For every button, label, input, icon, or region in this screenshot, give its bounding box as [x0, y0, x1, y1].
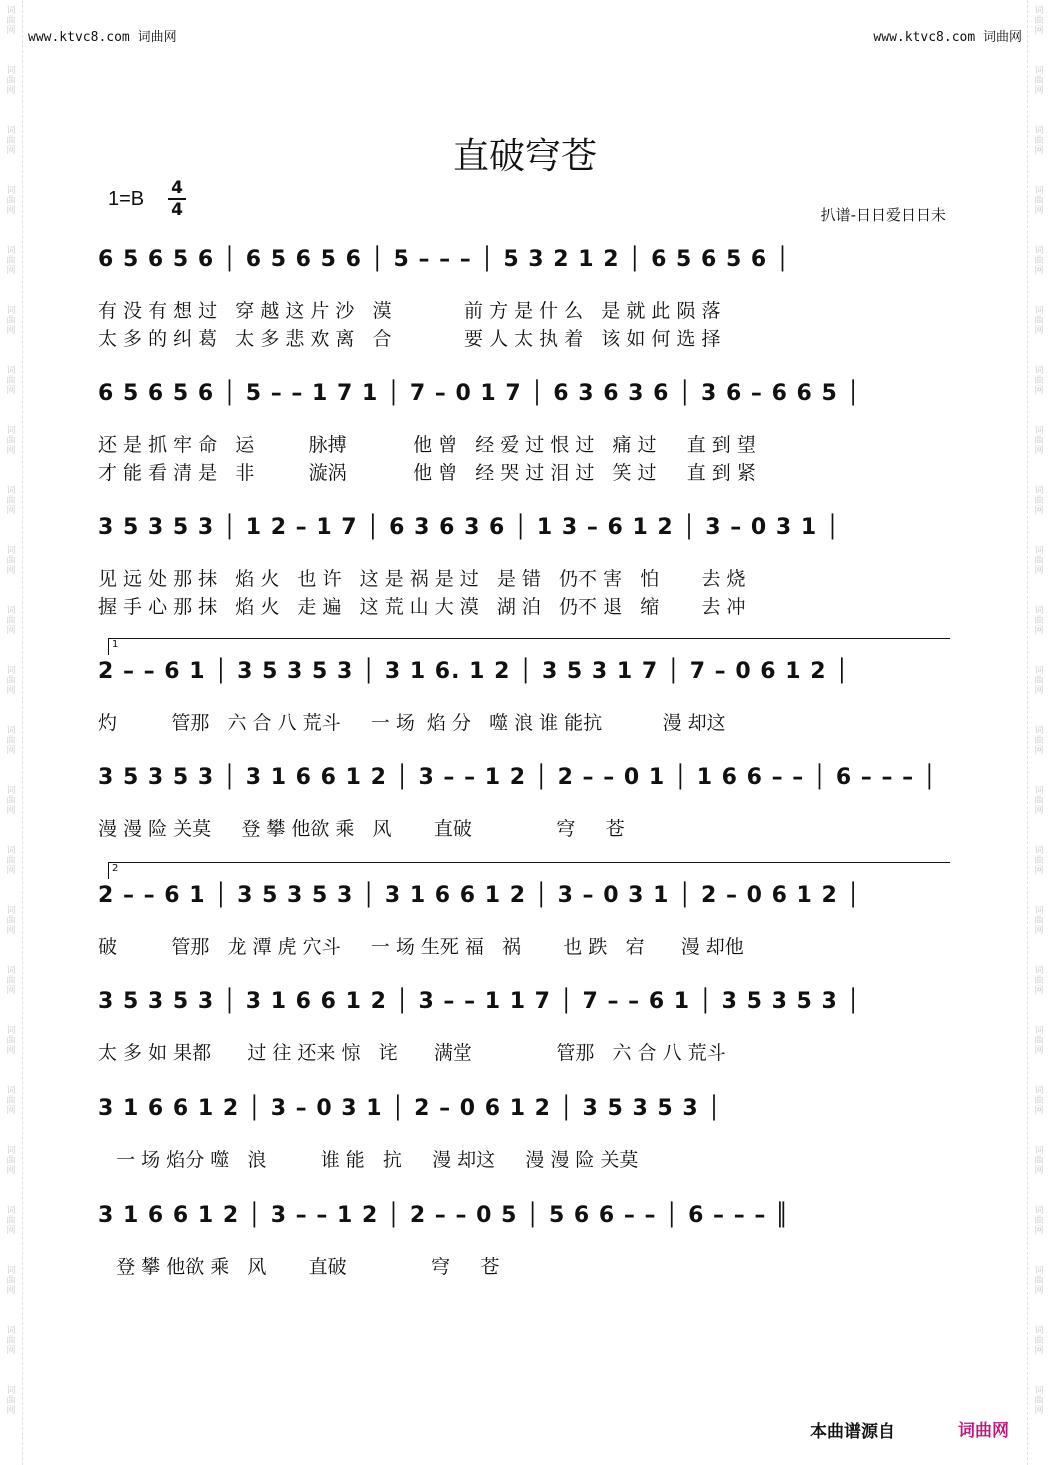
jianpu-notes: 3 5 3 5 3 │ 3 1 6 6 1 2 │ 3 – – 1 1 7 │ 7 – – 6 1 │ 3 5 3 5 3 │ — [98, 989, 861, 1014]
jianpu-notes: 3 5 3 5 3 │ 3 1 6 6 1 2 │ 3 – – 1 2 │ 2 – – 0 1 │ 1 6 6 – – │ 6 – – – │ — [98, 765, 938, 790]
score-system — [98, 986, 950, 1066]
watermark-char: 网 — [6, 806, 16, 816]
footer-source-label: 本曲谱源自 — [810, 1422, 895, 1442]
watermark-char: 词 — [6, 66, 16, 76]
score-system — [98, 378, 950, 486]
watermark-char: 曲 — [1034, 1276, 1044, 1286]
notation-line — [98, 986, 950, 1038]
score-system — [98, 1200, 950, 1280]
watermark-char: 曲 — [6, 1336, 16, 1346]
watermark-char: 词 — [1034, 486, 1044, 496]
watermark-char: 曲 — [6, 1156, 16, 1166]
watermark-char: 曲 — [1034, 976, 1044, 986]
watermark-char: 网 — [1034, 26, 1044, 36]
jianpu-notes: 6 5 6 5 6 │ 5 – – 1 7 1 │ 7 – 0 1 7 │ 6 3 6 3 6 │ 3 6 – 6 6 5 │ — [98, 381, 861, 406]
time-signature-bottom: 4 — [171, 200, 183, 220]
watermark-block — [2, 1020, 20, 1080]
watermark-block — [1030, 1020, 1048, 1080]
watermark-char: 词 — [1034, 306, 1044, 316]
watermark-char: 网 — [1034, 506, 1044, 516]
lyric-line — [98, 1038, 950, 1066]
notation-line — [98, 1093, 950, 1145]
watermark-block — [2, 1080, 20, 1140]
watermark-char: 曲 — [1034, 1216, 1044, 1226]
lyric-text: 还 是 抓 牢 命 运 脉搏 他 曾 经 爱 过 恨 过 痛 过 直 到 望 — [98, 434, 756, 456]
lyric-text: 灼 管那 六 合 八 荒斗 一 场 焰 分 噬 浪 谁 能抗 漫 却这 — [98, 712, 726, 734]
watermark-char: 词 — [1034, 786, 1044, 796]
watermark-block — [1030, 540, 1048, 600]
watermark-char: 曲 — [6, 916, 16, 926]
watermark-char: 词 — [1034, 1266, 1044, 1276]
lyric-line — [98, 932, 950, 960]
watermark-char: 网 — [1034, 626, 1044, 636]
notation-line — [98, 1200, 950, 1252]
jianpu-notes: 3 5 3 5 3 │ 1 2 – 1 7 │ 6 3 6 3 6 │ 1 3 – 6 1 2 │ 3 – 0 3 1 │ — [98, 515, 841, 540]
watermark-char: 曲 — [6, 1036, 16, 1046]
time-signature-top: 4 — [171, 178, 183, 198]
watermark-block — [2, 420, 20, 480]
watermark-char: 曲 — [6, 76, 16, 86]
watermark-char: 曲 — [1034, 316, 1044, 326]
lyric-line — [98, 296, 950, 324]
score-system — [98, 639, 950, 736]
watermark-char: 词 — [6, 546, 16, 556]
watermark-char: 曲 — [6, 1276, 16, 1286]
watermark-char: 词 — [6, 366, 16, 376]
watermark-char: 网 — [1034, 1166, 1044, 1176]
watermark-char: 网 — [6, 86, 16, 96]
watermark-char: 网 — [1034, 1046, 1044, 1056]
footer-source-name[interactable]: 词曲网 — [958, 1421, 1009, 1441]
watermark-char: 网 — [1034, 326, 1044, 336]
time-signature — [166, 178, 188, 220]
jianpu-notes: 2 – – 6 1 │ 3 5 3 5 3 │ 3 1 6. 1 2 │ 3 5 3 1 7 │ 7 – 0 6 1 2 │ — [98, 659, 850, 684]
score-system — [98, 762, 950, 842]
lyric-line — [98, 1252, 950, 1280]
watermark-char: 曲 — [1034, 676, 1044, 686]
watermark-char: 曲 — [6, 196, 16, 206]
watermark-block — [2, 960, 20, 1020]
lyric-line — [98, 814, 950, 842]
key-signature: 1=B — [108, 188, 145, 210]
watermark-char: 词 — [1034, 606, 1044, 616]
margin-guide-right — [1027, 0, 1028, 1465]
lyric-text: 见 远 处 那 抹 焰 火 也 许 这 是 祸 是 过 是 错 仍不 害 怕 去 烧 — [98, 568, 746, 590]
watermark-char: 词 — [6, 786, 16, 796]
watermark-char: 网 — [6, 266, 16, 276]
lyric-text: 漫 漫 险 关莫 登 攀 他欲 乘 风 直破 穹 苍 — [98, 818, 625, 840]
watermark-char: 词 — [1034, 366, 1044, 376]
watermark-char: 词 — [1034, 186, 1044, 196]
watermark-char: 曲 — [1034, 16, 1044, 26]
watermark-char: 网 — [1034, 86, 1044, 96]
watermark-char: 曲 — [6, 136, 16, 146]
watermark-char: 曲 — [6, 556, 16, 566]
watermark-block — [2, 60, 20, 120]
lyric-line — [98, 324, 950, 352]
watermark-char: 词 — [6, 666, 16, 676]
lyric-line — [98, 1145, 950, 1173]
watermark-block — [1030, 600, 1048, 660]
watermark-char: 曲 — [6, 376, 16, 386]
watermark-char: 曲 — [1034, 496, 1044, 506]
watermark-char: 网 — [6, 506, 16, 516]
watermark-block — [2, 300, 20, 360]
watermark-char: 曲 — [1034, 1336, 1044, 1346]
watermark-char: 网 — [1034, 926, 1044, 936]
watermark-char: 曲 — [6, 1216, 16, 1226]
watermark-char: 词 — [1034, 426, 1044, 436]
jianpu-notes: 3 1 6 6 1 2 │ 3 – 0 3 1 │ 2 – 0 6 1 2 │ 3 5 3 5 3 │ — [98, 1096, 722, 1121]
notation-line — [98, 656, 950, 708]
watermark-block — [1030, 1260, 1048, 1320]
watermark-char: 网 — [1034, 1286, 1044, 1296]
watermark-char: 网 — [6, 206, 16, 216]
header-site-left[interactable]: www.ktvc8.com 词曲网 — [28, 30, 177, 45]
watermark-char: 网 — [1034, 386, 1044, 396]
watermark-char: 曲 — [6, 496, 16, 506]
watermark-block — [2, 1380, 20, 1440]
watermark-char: 网 — [6, 566, 16, 576]
volta-bracket: 2 — [108, 862, 950, 879]
watermark-char: 词 — [6, 1026, 16, 1036]
watermark-char: 曲 — [6, 736, 16, 746]
watermark-char: 曲 — [6, 1396, 16, 1406]
notation-line — [98, 880, 950, 932]
watermark-block — [1030, 780, 1048, 840]
lyric-line — [98, 592, 950, 620]
watermark-char: 网 — [1034, 686, 1044, 696]
watermark-char: 网 — [6, 386, 16, 396]
score-system — [98, 1093, 950, 1173]
watermark-block — [2, 1320, 20, 1380]
watermark-block — [1030, 1380, 1048, 1440]
watermark-char: 网 — [6, 1106, 16, 1116]
watermark-block — [1030, 840, 1048, 900]
watermark-char: 网 — [6, 986, 16, 996]
score-system — [98, 512, 950, 620]
notation-line — [98, 762, 950, 814]
watermark-block — [1030, 60, 1048, 120]
watermark-char: 词 — [1034, 666, 1044, 676]
watermark-char: 网 — [6, 926, 16, 936]
watermark-block — [2, 780, 20, 840]
watermark-block — [2, 180, 20, 240]
watermark-char: 词 — [1034, 126, 1044, 136]
watermark-char: 词 — [1034, 1386, 1044, 1396]
watermark-char: 曲 — [1034, 436, 1044, 446]
watermark-block — [2, 240, 20, 300]
watermark-char: 曲 — [6, 16, 16, 26]
watermark-char: 网 — [1034, 986, 1044, 996]
watermark-char: 词 — [6, 1146, 16, 1156]
watermark-block — [2, 900, 20, 960]
watermark-char: 曲 — [1034, 196, 1044, 206]
watermark-char: 曲 — [1034, 616, 1044, 626]
lyric-text: 登 攀 他欲 乘 风 直破 穹 苍 — [98, 1256, 500, 1278]
watermark-char: 网 — [1034, 206, 1044, 216]
notation-line — [98, 512, 950, 564]
watermark-char: 词 — [6, 1266, 16, 1276]
lyric-text: 太 多 的 纠 葛 太 多 悲 欢 离 合 要 人 太 执 着 该 如 何 选 择 — [98, 328, 721, 350]
watermark-char: 网 — [1034, 866, 1044, 876]
watermark-char: 曲 — [1034, 136, 1044, 146]
watermark-char: 曲 — [1034, 916, 1044, 926]
watermark-char: 网 — [6, 1046, 16, 1056]
watermark-right — [1030, 0, 1048, 1465]
watermark-char: 曲 — [6, 256, 16, 266]
lyric-line — [98, 708, 950, 736]
watermark-char: 词 — [6, 1206, 16, 1216]
watermark-char: 曲 — [6, 436, 16, 446]
watermark-char: 网 — [1034, 146, 1044, 156]
score-system — [98, 863, 950, 960]
lyric-text: 一 场 焰分 噬 浪 谁 能 抗 漫 却这 漫 漫 险 关莫 — [98, 1149, 639, 1171]
watermark-block — [2, 1140, 20, 1200]
watermark-block — [1030, 720, 1048, 780]
watermark-char: 网 — [6, 1406, 16, 1416]
watermark-block — [1030, 360, 1048, 420]
watermark-char: 词 — [1034, 1206, 1044, 1216]
watermark-char: 曲 — [1034, 556, 1044, 566]
watermark-char: 词 — [1034, 246, 1044, 256]
watermark-char: 曲 — [1034, 376, 1044, 386]
watermark-char: 网 — [1034, 566, 1044, 576]
lyric-text: 太 多 如 果都 过 往 还来 惊 诧 满堂 管那 六 合 八 荒斗 — [98, 1042, 726, 1064]
watermark-block — [2, 720, 20, 780]
watermark-char: 曲 — [6, 1096, 16, 1106]
watermark-char: 网 — [1034, 266, 1044, 276]
watermark-char: 词 — [6, 486, 16, 496]
watermark-char: 词 — [6, 426, 16, 436]
watermark-block — [2, 1200, 20, 1260]
watermark-char: 曲 — [6, 316, 16, 326]
watermark-block — [1030, 1320, 1048, 1380]
margin-guide-left — [22, 0, 23, 1465]
watermark-char: 词 — [6, 606, 16, 616]
watermark-char: 网 — [1034, 746, 1044, 756]
song-title: 直破穹苍 — [452, 136, 597, 177]
watermark-block — [2, 840, 20, 900]
watermark-char: 词 — [6, 6, 16, 16]
transcriber-credit: 扒谱-日日爱日日未 — [820, 206, 946, 224]
watermark-block — [1030, 0, 1048, 60]
watermark-char: 曲 — [1034, 76, 1044, 86]
watermark-char: 网 — [1034, 1406, 1044, 1416]
watermark-char: 曲 — [6, 796, 16, 806]
notation-line — [98, 244, 950, 296]
watermark-block — [1030, 900, 1048, 960]
watermark-char: 网 — [1034, 446, 1044, 456]
volta-bracket: 1 — [108, 638, 950, 655]
watermark-left — [2, 0, 20, 1465]
watermark-char: 词 — [6, 846, 16, 856]
watermark-char: 网 — [6, 746, 16, 756]
watermark-char: 曲 — [6, 856, 16, 866]
watermark-char: 词 — [1034, 1086, 1044, 1096]
watermark-char: 词 — [1034, 846, 1044, 856]
jianpu-notes: 3 1 6 6 1 2 │ 3 – – 1 2 │ 2 – – 0 5 │ 5 6 6 – – │ 6 – – – ║ — [98, 1203, 790, 1228]
watermark-char: 词 — [6, 306, 16, 316]
watermark-block — [2, 480, 20, 540]
watermark-char: 曲 — [1034, 736, 1044, 746]
score-system — [98, 244, 950, 352]
watermark-block — [2, 0, 20, 60]
watermark-char: 词 — [1034, 1026, 1044, 1036]
watermark-char: 网 — [6, 626, 16, 636]
watermark-char: 曲 — [1034, 256, 1044, 266]
watermark-char: 网 — [6, 146, 16, 156]
watermark-block — [1030, 1200, 1048, 1260]
lyric-line — [98, 458, 950, 486]
watermark-block — [2, 1260, 20, 1320]
watermark-block — [1030, 420, 1048, 480]
watermark-char: 词 — [6, 186, 16, 196]
watermark-char: 词 — [1034, 6, 1044, 16]
watermark-char: 词 — [1034, 1326, 1044, 1336]
watermark-char: 曲 — [1034, 796, 1044, 806]
watermark-char: 词 — [6, 726, 16, 736]
watermark-char: 词 — [6, 1386, 16, 1396]
lyric-text: 破 管那 龙 潭 虎 穴斗 一 场 生死 福 祸 也 跌 宕 漫 却他 — [98, 936, 744, 958]
watermark-char: 网 — [1034, 1346, 1044, 1356]
watermark-char: 词 — [6, 1326, 16, 1336]
watermark-block — [2, 360, 20, 420]
watermark-block — [1030, 480, 1048, 540]
watermark-block — [1030, 1080, 1048, 1140]
watermark-char: 网 — [6, 866, 16, 876]
watermark-char: 词 — [1034, 546, 1044, 556]
watermark-char: 网 — [1034, 1226, 1044, 1236]
lyric-text: 握 手 心 那 抹 焰 火 走 遍 这 荒 山 大 漠 湖 泊 仍不 退 缩 去 冲 — [98, 596, 746, 618]
watermark-char: 词 — [6, 906, 16, 916]
lyric-line — [98, 430, 950, 458]
lyric-text: 有 没 有 想 过 穿 越 这 片 沙 漠 前 方 是 什 么 是 就 此 陨 落 — [98, 300, 721, 322]
watermark-char: 词 — [1034, 966, 1044, 976]
watermark-char: 曲 — [1034, 856, 1044, 866]
lyric-text: 才 能 看 清 是 非 漩涡 他 曾 经 哭 过 泪 过 笑 过 直 到 紧 — [98, 462, 756, 484]
watermark-char: 词 — [6, 126, 16, 136]
watermark-char: 曲 — [1034, 1156, 1044, 1166]
watermark-char: 词 — [1034, 1146, 1044, 1156]
notation-line — [98, 378, 950, 430]
watermark-char: 网 — [6, 1286, 16, 1296]
watermark-block — [1030, 240, 1048, 300]
watermark-char: 网 — [1034, 806, 1044, 816]
watermark-char: 词 — [1034, 906, 1044, 916]
watermark-block — [1030, 180, 1048, 240]
watermark-char: 词 — [6, 1086, 16, 1096]
watermark-char: 网 — [6, 26, 16, 36]
watermark-block — [2, 660, 20, 720]
watermark-block — [2, 540, 20, 600]
watermark-char: 网 — [6, 1346, 16, 1356]
jianpu-notes: 2 – – 6 1 │ 3 5 3 5 3 │ 3 1 6 6 1 2 │ 3 – 0 3 1 │ 2 – 0 6 1 2 │ — [98, 883, 861, 908]
watermark-char: 网 — [6, 686, 16, 696]
watermark-char: 曲 — [6, 976, 16, 986]
jianpu-notes: 6 5 6 5 6 │ 6 5 6 5 6 │ 5 – – – │ 5 3 2 1 2 │ 6 5 6 5 6 │ — [98, 247, 791, 272]
watermark-char: 曲 — [1034, 1396, 1044, 1406]
header-site-right[interactable]: www.ktvc8.com 词曲网 — [873, 30, 1022, 45]
watermark-char: 网 — [1034, 1106, 1044, 1116]
watermark-char: 曲 — [1034, 1036, 1044, 1046]
watermark-char: 网 — [6, 326, 16, 336]
watermark-char: 曲 — [6, 616, 16, 626]
watermark-char: 词 — [1034, 726, 1044, 736]
watermark-char: 词 — [1034, 66, 1044, 76]
watermark-block — [2, 600, 20, 660]
lyric-line — [98, 564, 950, 592]
watermark-char: 网 — [6, 1166, 16, 1176]
watermark-block — [1030, 300, 1048, 360]
watermark-char: 曲 — [1034, 1096, 1044, 1106]
watermark-char: 词 — [6, 246, 16, 256]
watermark-block — [1030, 660, 1048, 720]
watermark-block — [1030, 1140, 1048, 1200]
watermark-char: 网 — [6, 1226, 16, 1236]
watermark-char: 曲 — [6, 676, 16, 686]
watermark-char: 词 — [6, 966, 16, 976]
watermark-block — [1030, 960, 1048, 1020]
watermark-char: 网 — [6, 446, 16, 456]
